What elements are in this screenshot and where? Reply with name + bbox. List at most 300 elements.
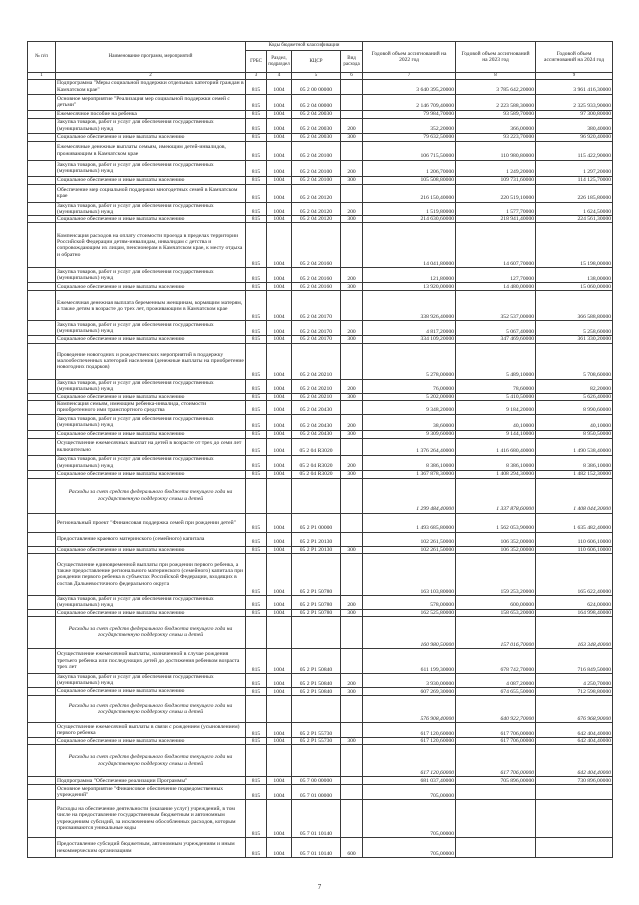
kcsr-code (292, 478, 341, 513)
kcsr-code: 05 2 P1 20130 (292, 546, 341, 553)
section-code: 1004 (267, 94, 292, 110)
expense-type-code (341, 532, 363, 546)
expense-type-code (341, 110, 363, 118)
grbs-code (246, 478, 267, 513)
section-code: 1004 (267, 609, 292, 616)
amount-2024: 114 125,70000 (536, 176, 613, 184)
table-row (28, 609, 613, 616)
amount-2024: 97 300,80000 (536, 110, 613, 118)
grbs-code: 815 (246, 110, 267, 118)
grbs-code: 815 (246, 118, 267, 133)
row-number-cell (28, 673, 56, 687)
row-number-cell (28, 455, 56, 470)
program-name: Подпрограмма "Меры социальной поддержки отдельных категорий граждан в Камчатском крае" (57, 80, 244, 93)
section-code: 1004 (267, 401, 292, 415)
program-name: Расходы за счет средств федерального бюджета текущего года на государственную поддержку семьи и детей (56, 616, 246, 648)
program-name: Расходы на обеспечение деятельности (оказание услуг) учреждений, в том числе на предоставление государственным бюджетным и автономным учреждениям субсидий, за исключением обособленных расходов, которым присваиваются уникальные коды (56, 800, 246, 838)
row-number-cell (28, 133, 56, 141)
amount-2022: 1 206,70000 (363, 160, 456, 176)
table-row (28, 470, 613, 478)
amount-2023: 14 607,70000 (456, 223, 536, 268)
amount-2023: 3 785 642,20000 (456, 79, 536, 94)
amount-2022: 1 493 685,80000 (363, 513, 456, 532)
expense-type-code (341, 745, 363, 777)
amount-2024: 1 490 538,40000 (536, 438, 613, 455)
section-code: 1004 (267, 838, 292, 858)
section-code: 1004 (267, 343, 292, 379)
program-name: Социальное обеспечение и иные выплаты населению (56, 430, 246, 438)
amount-2022: 607 269,30000 (363, 687, 456, 695)
section-code: 1004 (267, 513, 292, 532)
program-name: Социальное обеспечение и иные выплаты населению (56, 216, 246, 223)
program-name: Ежемесячная денежная выплата беременным женщинам, кормящим матерям, а также детям в возрасте до трех лет, проживающим в Камчатском крае (56, 291, 246, 321)
table-row (28, 785, 613, 800)
table-row (28, 133, 613, 141)
section-code: 1004 (267, 176, 292, 184)
amount-2024: 15 198,00000 (536, 223, 613, 268)
table-row (28, 838, 613, 858)
amount-2024: 110 606,10000 (536, 532, 613, 546)
row-number-cell (28, 513, 56, 532)
grbs-code: 815 (246, 321, 267, 336)
amount-2022: 5 278,00000 (363, 343, 456, 379)
grbs-code: 815 (246, 430, 267, 438)
kcsr-code: 05 7 01 10140 (292, 838, 341, 858)
kcsr-code: 05 2 04 20030 (292, 110, 341, 118)
amount-2024: 226 185,80000 (536, 184, 613, 202)
amount-2023: 78,60000 (456, 379, 536, 393)
amount-2022: 578,00000 (363, 595, 456, 609)
amount-2022: 3 930,00000 (363, 673, 456, 687)
grbs-code (246, 745, 267, 777)
amount-2022: 216 150,40000 (363, 184, 456, 202)
expense-type-code: 200 (341, 321, 363, 336)
row-number-cell (28, 722, 56, 737)
row-number-cell (28, 785, 56, 800)
amount-2022: 214 630,60000 (363, 216, 456, 223)
section-code (267, 616, 292, 648)
grbs-code: 815 (246, 202, 267, 216)
program-name: Ежемесячное пособие на ребенка (56, 110, 246, 118)
section-code: 1004 (267, 800, 292, 838)
amount-2023: 4 087,20000 (456, 673, 536, 687)
kcsr-code: 05 2 P1 55730 (292, 722, 341, 737)
grbs-code: 815 (246, 785, 267, 800)
amount-2024: 8 950,50000 (536, 430, 613, 438)
amount-2022: 106 715,50000 (363, 141, 456, 160)
section-code: 1004 (267, 532, 292, 546)
amount-2023: 5 410,50000 (456, 393, 536, 400)
amount-2022: 1 519,80000 (363, 202, 456, 216)
amount-2024: 716 849,50000 (536, 648, 613, 673)
grbs-code: 815 (246, 343, 267, 379)
col-kcsr-header: КЦСР (292, 51, 341, 73)
kcsr-code: 05 2 04 20160 (292, 268, 341, 283)
table-row (28, 393, 613, 400)
grbs-code: 815 (246, 737, 267, 744)
row-number-cell (28, 595, 56, 609)
table-row (28, 553, 613, 595)
expense-type-code (341, 722, 363, 737)
expense-type-code: 600 (341, 838, 363, 858)
section-code: 1004 (267, 785, 292, 800)
grbs-code: 815 (246, 470, 267, 478)
column-number: 1 (28, 73, 56, 80)
kcsr-code: 05 2 04 R3020 (292, 470, 341, 478)
program-name: Расходы за счет средств федерального бюджета текущего года на государственную поддержку семьи и детей (56, 478, 246, 513)
table-row (28, 673, 613, 687)
grbs-code (246, 616, 267, 648)
section-code: 1004 (267, 118, 292, 133)
kcsr-code: 05 2 04 20100 (292, 141, 341, 160)
program-name: Закупка товаров, работ и услуг для обеспечения государственных (муниципальных) нужд (56, 379, 246, 393)
expense-type-code: 300 (341, 470, 363, 478)
program-name: Закупка товаров, работ и услуг для обеспечения государственных (муниципальных) нужд (56, 202, 246, 216)
amount-2024: 361 330,20000 (536, 336, 613, 343)
amount-2024: 642 404,40000 (536, 737, 613, 744)
amount-2022: 1 299 484,40000 (363, 478, 456, 513)
row-number-cell (28, 478, 56, 513)
amount-2023: 157 016,70000 (456, 616, 536, 648)
amount-2023: 127,70000 (456, 268, 536, 283)
amount-2022: 76,00000 (363, 379, 456, 393)
table-row (28, 79, 613, 94)
amount-2022: 617 120,60000 (363, 722, 456, 737)
section-code: 1004 (267, 268, 292, 283)
amount-2024: 8 386,10000 (536, 455, 613, 470)
row-number-cell (28, 176, 56, 184)
table-row (28, 532, 613, 546)
row-number-cell (28, 379, 56, 393)
row-number-cell (28, 401, 56, 415)
grbs-code: 815 (246, 94, 267, 110)
row-number-cell (28, 94, 56, 110)
program-name: Закупка товаров, работ и услуг для обеспечения государственных (муниципальных) нужд (56, 455, 246, 470)
row-number-cell (28, 532, 56, 546)
section-code (267, 745, 292, 777)
grbs-code: 815 (246, 553, 267, 595)
expense-type-code (341, 79, 363, 94)
col-number-header: № п/п (28, 42, 56, 73)
row-number-cell (28, 291, 56, 321)
grbs-code: 815 (246, 532, 267, 546)
expense-type-code (341, 223, 363, 268)
kcsr-code: 05 2 P1 20130 (292, 532, 341, 546)
amount-2024: 96 920,40000 (536, 133, 613, 141)
grbs-code: 815 (246, 546, 267, 553)
kcsr-code: 05 2 04 20210 (292, 343, 341, 379)
table-row (28, 184, 613, 202)
table-row (28, 687, 613, 695)
amount-2024: 8 990,60000 (536, 401, 613, 415)
section-code: 1004 (267, 110, 292, 118)
section-code: 1004 (267, 673, 292, 687)
amount-2023: 617 706,00000 (456, 722, 536, 737)
program-name: Предоставление краевого материнского (семейного) капитала (56, 532, 246, 546)
amount-2023 (456, 838, 536, 858)
section-code: 1004 (267, 202, 292, 216)
kcsr-code: 05 2 04 20160 (292, 283, 341, 291)
row-number-cell (28, 283, 56, 291)
kcsr-code: 05 7 01 00000 (292, 785, 341, 800)
row-number-cell (28, 737, 56, 744)
program-name: Основное мероприятие "Реализация мер социальной поддержки семей с детьми" (56, 94, 246, 110)
column-number: 6 (341, 73, 363, 80)
section-code: 1004 (267, 553, 292, 595)
amount-2024: 3 961 416,30000 (536, 79, 613, 94)
row-number-cell (28, 687, 56, 695)
column-number: 9 (536, 73, 613, 80)
amount-2024: 1 635 482,40000 (536, 513, 613, 532)
grbs-code: 815 (246, 777, 267, 785)
table-row (28, 160, 613, 176)
amount-2022: 8 386,10000 (363, 455, 456, 470)
column-number: 2 (56, 73, 246, 80)
col-expense-type-header: Вид расхода (341, 51, 363, 73)
amount-2024: 5 626,40000 (536, 393, 613, 400)
amount-2023: 1 416 680,40000 (456, 438, 536, 455)
grbs-code: 815 (246, 513, 267, 532)
federal-funds-row (28, 478, 613, 513)
expense-type-code: 300 (341, 687, 363, 695)
expense-type-code: 200 (341, 414, 363, 430)
kcsr-code: 05 7 00 00000 (292, 777, 341, 785)
kcsr-code: 05 2 04 20170 (292, 291, 341, 321)
kcsr-code: 05 2 P1 00000 (292, 513, 341, 532)
amount-2024: 138,00000 (536, 268, 613, 283)
amount-2022: 121,80000 (363, 268, 456, 283)
kcsr-code: 05 2 04 20170 (292, 336, 341, 343)
row-number-cell (28, 79, 56, 94)
row-number-cell (28, 393, 56, 400)
grbs-code: 815 (246, 291, 267, 321)
amount-2024: 1 482 152,30000 (536, 470, 613, 478)
grbs-code: 815 (246, 336, 267, 343)
expense-type-code: 300 (341, 133, 363, 141)
amount-2024: 163 348,40000 (536, 616, 613, 648)
row-number-cell (28, 800, 56, 838)
program-name: Закупка товаров, работ и услуг для обеспечения государственных (муниципальных) нужд (56, 321, 246, 336)
section-code: 1004 (267, 737, 292, 744)
federal-funds-row (28, 695, 613, 722)
expense-type-code (341, 553, 363, 595)
amount-2022: 352,20000 (363, 118, 456, 133)
amount-2024: 366 588,80000 (536, 291, 613, 321)
budget-allocation-table (27, 41, 613, 858)
grbs-code: 815 (246, 648, 267, 673)
amount-2023: 674 655,50000 (456, 687, 536, 695)
amount-2023: 1 249,20000 (456, 160, 536, 176)
row-number-cell (28, 648, 56, 673)
row-number-cell (28, 336, 56, 343)
amount-2023: 352 537,00000 (456, 291, 536, 321)
amount-2024: 642 404,40000 (536, 745, 613, 777)
kcsr-code: 05 2 P1 50780 (292, 595, 341, 609)
grbs-code: 815 (246, 216, 267, 223)
expense-type-code (341, 648, 363, 673)
row-number-cell (28, 110, 56, 118)
grbs-code: 815 (246, 176, 267, 184)
amount-2024: 624,00000 (536, 595, 613, 609)
amount-2023: 109 731,60000 (456, 176, 536, 184)
expense-type-code (341, 141, 363, 160)
kcsr-code: 05 7 01 10140 (292, 800, 341, 838)
program-name: Региональный проект "Финансовая поддержка семей при рождении детей" (56, 513, 246, 532)
kcsr-code: 05 2 04 20120 (292, 202, 341, 216)
program-name: Осуществление ежемесячной выплаты в связи с рождением (усыновлением) первого ребенка (56, 722, 246, 737)
amount-2024: 1 297,20000 (536, 160, 613, 176)
expense-type-code: 200 (341, 595, 363, 609)
column-number: 5 (292, 73, 341, 80)
amount-2023: 159 253,20000 (456, 553, 536, 595)
amount-2023: 8 386,10000 (456, 455, 536, 470)
grbs-code: 815 (246, 141, 267, 160)
amount-2023: 158 653,20000 (456, 609, 536, 616)
expense-type-code: 200 (341, 202, 363, 216)
row-number-cell (28, 414, 56, 430)
amount-2022: 14 041,80000 (363, 223, 456, 268)
row-number-cell (28, 553, 56, 595)
column-numbers-row (28, 73, 613, 80)
table-row (28, 800, 613, 838)
row-number-cell (28, 223, 56, 268)
row-number-cell (28, 609, 56, 616)
amount-2024 (536, 785, 613, 800)
kcsr-code: 05 2 P1 50840 (292, 673, 341, 687)
table-row (28, 216, 613, 223)
amount-2022: 617 120,60000 (363, 737, 456, 744)
expense-type-code: 200 (341, 118, 363, 133)
row-number-cell (28, 343, 56, 379)
amount-2022: 9 348,20000 (363, 401, 456, 415)
kcsr-code: 05 2 04 20100 (292, 176, 341, 184)
table-row (28, 336, 613, 343)
amount-2024: 165 622,40000 (536, 553, 613, 595)
amount-2022: 9 309,60000 (363, 430, 456, 438)
expense-type-code (341, 785, 363, 800)
amount-2023: 40,10000 (456, 414, 536, 430)
table-row (28, 283, 613, 291)
amount-2022: 705,00000 (363, 800, 456, 838)
table-row (28, 722, 613, 737)
grbs-code: 815 (246, 401, 267, 415)
kcsr-code: 05 2 04 R3020 (292, 455, 341, 470)
amount-2024: 224 561,30000 (536, 216, 613, 223)
amount-2022: 5 202,00000 (363, 393, 456, 400)
row-number-cell (28, 118, 56, 133)
grbs-code (246, 695, 267, 722)
section-code: 1004 (267, 79, 292, 94)
amount-2023: 617 706,00000 (456, 737, 536, 744)
grbs-code: 815 (246, 673, 267, 687)
program-name: Социальное обеспечение и иные выплаты населению (56, 393, 246, 400)
table-row (28, 321, 613, 336)
amount-2024: 15 060,00000 (536, 283, 613, 291)
section-code: 1004 (267, 595, 292, 609)
amount-2024: 730 896,00000 (536, 777, 613, 785)
amount-2022: 338 926,40000 (363, 291, 456, 321)
row-number-cell (28, 216, 56, 223)
table-row (28, 777, 613, 785)
amount-2024: 5 258,60000 (536, 321, 613, 336)
expense-type-code: 300 (341, 737, 363, 744)
row-number-cell (28, 546, 56, 553)
expense-type-code: 200 (341, 455, 363, 470)
program-name: Социальное обеспечение и иные выплаты населению (56, 133, 246, 141)
section-code: 1004 (267, 546, 292, 553)
kcsr-code: 05 2 04 00000 (292, 94, 341, 110)
amount-2022: 576 908,40000 (363, 695, 456, 722)
grbs-code: 815 (246, 160, 267, 176)
page-number: 7 (317, 883, 322, 891)
amount-2022: 160 980,50000 (363, 616, 456, 648)
program-name: Социальное обеспечение и иные выплаты населению (56, 336, 246, 343)
grbs-code: 815 (246, 393, 267, 400)
amount-2023 (456, 800, 536, 838)
amount-2024: 642 404,40000 (536, 722, 613, 737)
program-name: Компенсация расходов на оплату стоимости проезда в пределах территории Российской Федерации детям-инвалидам, инвалидам с детства и сопровождающим их лицам, пенсионерам в Камчатском крае, к месту отдыха и обратно (56, 223, 246, 268)
grbs-code: 815 (246, 687, 267, 695)
amount-2024: 380,40000 (536, 118, 613, 133)
row-number-cell (28, 438, 56, 455)
expense-type-code: 300 (341, 176, 363, 184)
row-number-cell (28, 616, 56, 648)
program-name: Социальное обеспечение и иные выплаты населению (56, 546, 246, 553)
expense-type-code: 300 (341, 546, 363, 553)
row-number-cell (28, 470, 56, 478)
kcsr-code: 05 2 04 20170 (292, 321, 341, 336)
program-name: Осуществление ежемесячной выплаты, назначенной в случае рождения третьего ребенка или последующих детей до достижения ребенком возраста трех лет (56, 648, 246, 673)
grbs-code: 815 (246, 184, 267, 202)
budget-codes-header: Коды бюджетной классификации (246, 42, 363, 51)
kcsr-code: 05 2 04 20160 (292, 223, 341, 268)
amount-2023: 5 489,10000 (456, 343, 536, 379)
expense-type-code: 200 (341, 673, 363, 687)
amount-2023: 9 144,10000 (456, 430, 536, 438)
amount-2023: 617 706,00000 (456, 745, 536, 777)
kcsr-code: 05 2 04 20430 (292, 430, 341, 438)
col-2022-header: Годовой объем ассигнований на 2022 год (363, 42, 456, 73)
section-code (267, 478, 292, 513)
amount-2023: 2 223 588,30000 (456, 94, 536, 110)
program-name: Расходы за счет средств федерального бюджета текущего года на государственную поддержку семьи и детей (56, 745, 246, 777)
table-row (28, 401, 613, 415)
amount-2024: 164 998,40000 (536, 609, 613, 616)
col-2023-header: Годовой объем ассигнований на 2023 год (456, 42, 536, 73)
kcsr-code: 05 2 P1 50780 (292, 553, 341, 595)
kcsr-code: 05 2 04 R3020 (292, 438, 341, 455)
amount-2023: 678 742,70000 (456, 648, 536, 673)
row-number-cell (28, 695, 56, 722)
program-name: Осуществление единовременной выплаты при рождении первого ребенка, а также предоставление регионального материнского (семейного) капитала при рождении первого ребенка в субъектах Российской Федерации, входящих в состав Дальневосточного федерального округа (56, 553, 246, 595)
amount-2022: 38,60000 (363, 414, 456, 430)
amount-2023: 640 922,70000 (456, 695, 536, 722)
table-row (28, 546, 613, 553)
amount-2022: 163 103,80000 (363, 553, 456, 595)
grbs-code: 815 (246, 595, 267, 609)
amount-2023: 705 896,00000 (456, 777, 536, 785)
amount-2022: 334 109,20000 (363, 336, 456, 343)
amount-2023: 9 184,20000 (456, 401, 536, 415)
kcsr-code: 05 2 04 20100 (292, 160, 341, 176)
expense-type-code (341, 291, 363, 321)
section-code: 1004 (267, 160, 292, 176)
section-code: 1004 (267, 336, 292, 343)
kcsr-code (292, 695, 341, 722)
kcsr-code: 05 2 04 20120 (292, 216, 341, 223)
program-name: Закупка товаров, работ и услуг для обеспечения государственных (муниципальных) нужд (56, 414, 246, 430)
expense-type-code: 300 (341, 430, 363, 438)
